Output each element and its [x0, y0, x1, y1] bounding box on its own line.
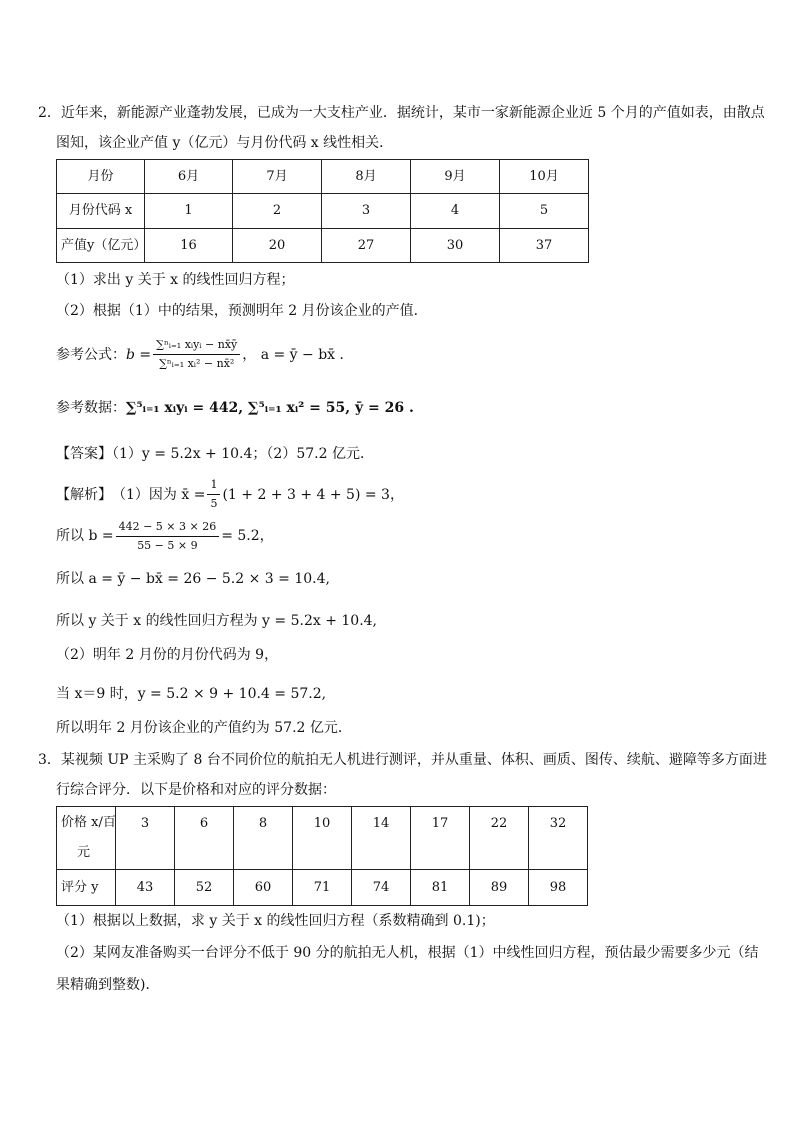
- q3-data-table: [56, 806, 588, 906]
- table-cell: 37: [500, 229, 589, 263]
- table-cell: 月份: [57, 160, 145, 194]
- table-cell: 74: [352, 870, 411, 906]
- table-cell: 43: [116, 870, 175, 906]
- table-cell: 27: [322, 229, 411, 263]
- table-cell: 5: [500, 194, 589, 229]
- analysis-fraction: $\frac{1}{5}$: [207, 476, 220, 513]
- q3-part2-line2: 果精确到整数)．: [56, 977, 160, 993]
- table-row: [57, 229, 589, 263]
- table-cell: 10月: [500, 160, 589, 194]
- q3-part1: （1）根据以上数据，求 y 关于 x 的线性回归方程（系数精确到 0.1)；: [56, 913, 495, 929]
- q2-reference-data: 参考数据：∑⁵ᵢ₌₁ xᵢyᵢ = 442, ∑⁵ᵢ₌₁ xᵢ² = 55, ȳ = 26 .: [56, 400, 414, 416]
- q3-number: 3．: [38, 752, 61, 768]
- table-cell: 81: [411, 870, 470, 906]
- answer-label: 【答案】: [56, 446, 112, 462]
- table-cell: 9月: [411, 160, 500, 194]
- q2-analysis-2: 所以 b = $\frac{442 - 5 \times 3 \times 26}{55 - 5 \times 9}$ = 5.2，: [56, 517, 274, 555]
- table-cell: 3: [116, 807, 175, 870]
- table-cell: 价格 x/百 元: [57, 807, 116, 870]
- table-cell: 17: [411, 807, 470, 870]
- q2-answer: 【答案】（1）y = 5.2x + 10.4；（2）57.2 亿元．: [56, 446, 374, 462]
- q2-analysis-7: 所以明年 2 月份该企业的产值约为 57.2 亿元．: [56, 720, 352, 736]
- table-cell: 评分 y: [57, 870, 116, 906]
- table-cell: 60: [234, 870, 293, 906]
- table-cell: 6: [175, 807, 234, 870]
- table-cell: 8: [234, 807, 293, 870]
- table-cell: 3: [322, 194, 411, 229]
- q2-analysis-4: 所以 y 关于 x 的线性回归方程为 y = 5.2x + 10.4,: [56, 613, 378, 629]
- table-cell: 32: [529, 807, 588, 870]
- analysis-fraction: $\frac{442 - 5 \times 3 \times 26}{55 - 5 \times 9}$: [116, 518, 220, 555]
- table-cell: 98: [529, 870, 588, 906]
- formula-fraction: $\frac{\text{∑ⁿᵢ₌₁ xᵢyᵢ − nx̄ȳ}}{\text{∑ⁿᵢ₌₁ xᵢ² − nx̄²}}$: [153, 336, 240, 373]
- q2-analysis-1: 【解析】 （1）因为 x̄ = $\frac{1}{5}$ (1 + 2 + 3 + 4 + 5) = 3，: [56, 476, 404, 513]
- q2-part1: （1）求出 y 关于 x 的线性回归方程；: [56, 272, 295, 288]
- q2-analysis-6: 当 x＝9 时，y = 5.2 × 9 + 10.4 = 57.2,: [56, 686, 327, 702]
- q3-stem-line1: 3．某视频 UP 主采购了 8 台不同价位的航拍无人机进行测评，并从重量、体积、画质、图传、续航、避障等多方面进: [38, 752, 767, 768]
- q2-data-table: [56, 159, 589, 263]
- table-cell: 20: [233, 229, 322, 263]
- table-cell: 14: [352, 807, 411, 870]
- table-cell: 10: [293, 807, 352, 870]
- table-header-row: [57, 160, 589, 194]
- q2-analysis-5: （2）明年 2 月份的月份代码为 9，: [56, 647, 279, 663]
- table-cell: 月份代码 x: [57, 194, 145, 229]
- q2-stem-line1: 2．近年来，新能源产业蓬勃发展，已成为一大支柱产业．据统计，某市一家新能源企业近 5 个月的产值如表，由散点: [38, 105, 765, 121]
- table-cell: 1: [145, 194, 233, 229]
- table-row: [57, 870, 588, 906]
- table-cell: 8月: [322, 160, 411, 194]
- table-cell: 22: [470, 807, 529, 870]
- table-cell: 2: [233, 194, 322, 229]
- q3-stem-line2: 行综合评分．以下是价格和对应的评分数据：: [56, 782, 336, 798]
- table-cell: 6月: [145, 160, 233, 194]
- table-cell: 71: [293, 870, 352, 906]
- table-cell: 30: [411, 229, 500, 263]
- q3-part2-line1: （2）某网友准备购买一台评分不低于 90 分的航拍无人机，根据（1）中线性回归方程，预估最少需要多少元（结: [56, 945, 759, 961]
- table-cell: 89: [470, 870, 529, 906]
- q2-stem-line2: 图知，该企业产值 y（亿元）与月份代码 x 线性相关．: [56, 135, 394, 151]
- q2-number: 2．: [38, 105, 61, 121]
- table-cell: 52: [175, 870, 234, 906]
- q2-analysis-3: 所以 a = ȳ − bx̄ = 26 − 5.2 × 3 = 10.4,: [56, 571, 330, 587]
- table-cell: 16: [145, 229, 233, 263]
- table-cell: 4: [411, 194, 500, 229]
- table-cell: 7月: [233, 160, 322, 194]
- q2-part2: （2）根据（1）中的结果，预测明年 2 月份该企业的产值．: [56, 303, 428, 319]
- q2-formula: 参考公式： b = $\frac{\text{∑ⁿᵢ₌₁ xᵢyᵢ − nx̄ȳ}}{\text{∑ⁿᵢ₌₁ xᵢ² − nx̄²}}$ ， a = ȳ − bx̄ ．: [56, 336, 354, 373]
- analysis-label: 【解析】: [56, 486, 112, 503]
- table-cell: 产值y（亿元）: [57, 229, 145, 263]
- table-row: [57, 194, 589, 229]
- table-row: [57, 807, 588, 870]
